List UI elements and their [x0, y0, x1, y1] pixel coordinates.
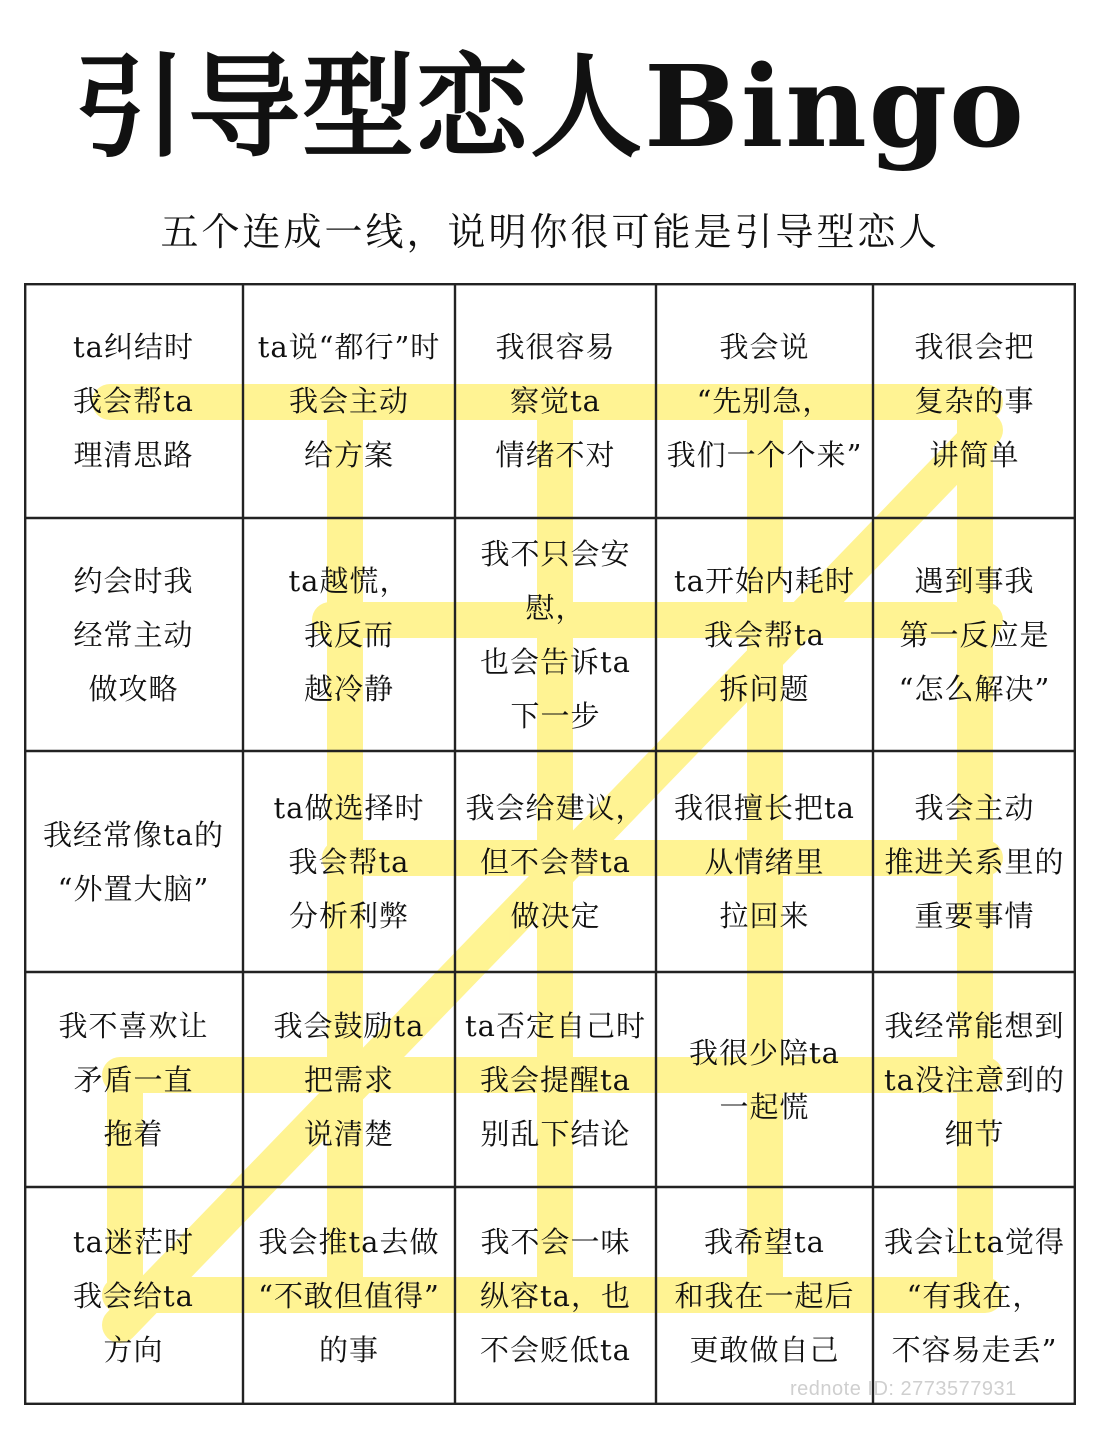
bingo-cell: 约会时我 经常主动 做攻略 [73, 563, 194, 706]
bingo-cell: 我不会一味 纵容ta，也 不会贬低ta [480, 1225, 631, 1367]
bingo-cell: 我很少陪ta 一起慌 [689, 1035, 840, 1124]
bingo-cell: ta否定自己时 我会提醒ta 别乱下结论 [465, 1008, 646, 1151]
bingo-cell: ta做选择时 我会帮ta 分析利弊 [273, 790, 425, 933]
bingo-cell: ta开始内耗时 我会帮ta 拆问题 [674, 563, 855, 706]
page-subtitle: 五个连成一线，说明你很可能是引导型恋人 [160, 210, 940, 254]
bingo-cell: 我很容易 察觉ta 情绪不对 [495, 329, 616, 472]
page-title: 引导型恋人Bingo [74, 42, 1026, 173]
bingo-cell: 我会给建议， 但不会替ta 做决定 [465, 790, 646, 933]
bingo-cell: 我会让ta觉得 “有我在， 不容易走丢” [884, 1225, 1065, 1367]
bingo-cell: 我经常能想到 ta没注意到的 细节 [884, 1008, 1065, 1151]
watermark-text: rednote ID: 2773577931 [790, 1378, 1017, 1400]
bingo-cell: 我会鼓励ta 把需求 说清楚 [273, 1008, 425, 1151]
bingo-cell: 遇到事我 第一反应是 “怎么解决” [898, 563, 1051, 706]
bingo-cell: 我希望ta 和我在一起后 更敢做自己 [674, 1225, 855, 1367]
bingo-cell: ta说“都行”时 我会主动 给方案 [257, 329, 441, 472]
bingo-cell: ta纠结时 我会帮ta 理清思路 [73, 329, 194, 472]
bingo-cell: 我不喜欢让 矛盾一直 拖着 [58, 1008, 209, 1151]
bingo-cell: 我会说 “先别急， 我们一个个来” [666, 329, 863, 472]
bingo-cell: 我会推ta去做 “不敢但值得” 的事 [258, 1225, 440, 1367]
bingo-cell: 我会主动 推进关系里的 重要事情 [884, 790, 1065, 933]
bingo-cell: 我很会把 复杂的事 讲简单 [914, 329, 1035, 472]
bingo-cell: 我很擅长把ta 从情绪里 拉回来 [674, 790, 855, 933]
bingo-cell: 我经常像ta的 “外置大脑” [43, 817, 224, 906]
bingo-cell: ta迷茫时 我会给ta 方向 [73, 1225, 194, 1367]
bingo-cell: ta越慌， 我反而 越冷静 [288, 563, 410, 706]
bingo-cell: 我不只会安慰， 也会告诉ta 下一步 [480, 536, 631, 733]
